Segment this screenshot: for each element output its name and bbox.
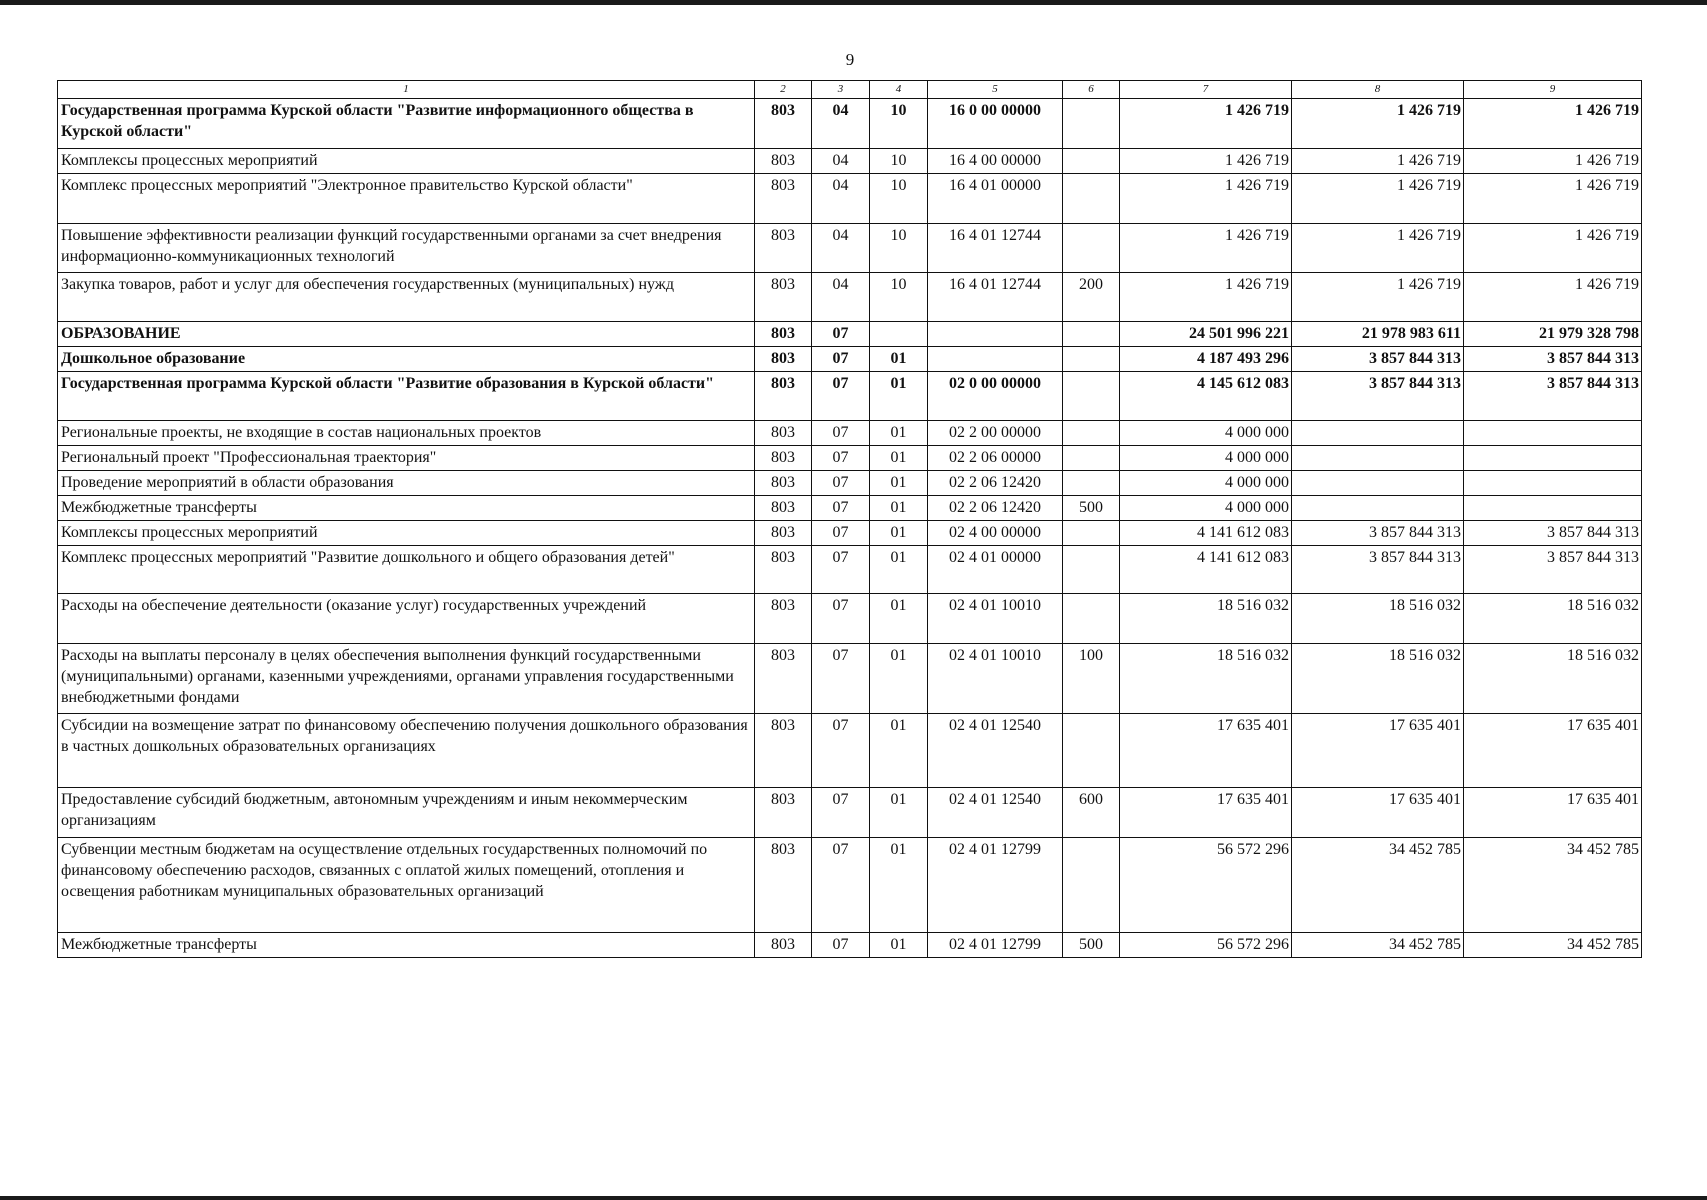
cell-section-code: 07: [812, 788, 870, 838]
cell-subsection-code: 01: [870, 421, 928, 446]
cell-expense-type: [1063, 99, 1120, 149]
cell-name: Межбюджетные трансферты: [58, 496, 755, 521]
table-row: [58, 99, 1642, 149]
cell-section-code: 07: [812, 594, 870, 644]
cell-target-article: 16 4 01 12744: [928, 224, 1063, 273]
table-row: [58, 933, 1642, 958]
cell-amount-col7: 1 426 719: [1120, 273, 1292, 322]
cell-ministry-code: 803: [755, 224, 812, 273]
cell-expense-type: [1063, 149, 1120, 174]
cell-section-code: 07: [812, 347, 870, 372]
column-header: 8: [1292, 81, 1464, 99]
cell-ministry-code: 803: [755, 496, 812, 521]
table-row: [58, 372, 1642, 421]
cell-section-code: 07: [812, 372, 870, 421]
cell-amount-col7: 4 187 493 296: [1120, 347, 1292, 372]
cell-target-article: 16 4 00 00000: [928, 149, 1063, 174]
cell-section-code: 07: [812, 644, 870, 714]
cell-amount-col7: 1 426 719: [1120, 99, 1292, 149]
cell-subsection-code: 01: [870, 933, 928, 958]
cell-amount-col7: 4 141 612 083: [1120, 521, 1292, 546]
cell-amount-col7: 1 426 719: [1120, 149, 1292, 174]
cell-name: Комплексы процессных мероприятий: [58, 521, 755, 546]
cell-amount-col9: 17 635 401: [1464, 714, 1642, 788]
cell-amount-col8: 34 452 785: [1292, 838, 1464, 933]
cell-amount-col8: 18 516 032: [1292, 594, 1464, 644]
cell-amount-col7: 4 000 000: [1120, 496, 1292, 521]
cell-name: Межбюджетные трансферты: [58, 933, 755, 958]
cell-expense-type: 500: [1063, 933, 1120, 958]
cell-amount-col9: 17 635 401: [1464, 788, 1642, 838]
cell-section-code: 07: [812, 546, 870, 594]
cell-amount-col8: 3 857 844 313: [1292, 546, 1464, 594]
cell-section-code: 07: [812, 471, 870, 496]
scan-border-bottom: [0, 1196, 1707, 1200]
table-row: [58, 322, 1642, 347]
cell-amount-col9: [1464, 446, 1642, 471]
cell-subsection-code: 10: [870, 149, 928, 174]
cell-amount-col8: [1292, 421, 1464, 446]
cell-subsection-code: 01: [870, 788, 928, 838]
cell-target-article: 02 4 01 12799: [928, 838, 1063, 933]
cell-expense-type: 200: [1063, 273, 1120, 322]
cell-amount-col9: 3 857 844 313: [1464, 372, 1642, 421]
cell-ministry-code: 803: [755, 421, 812, 446]
cell-name: Комплекс процессных мероприятий "Электронное правительство Курской области": [58, 174, 755, 224]
cell-amount-col8: 17 635 401: [1292, 714, 1464, 788]
cell-section-code: 07: [812, 322, 870, 347]
cell-name: Расходы на обеспечение деятельности (оказание услуг) государственных учреждений: [58, 594, 755, 644]
cell-amount-col8: [1292, 471, 1464, 496]
cell-amount-col7: 1 426 719: [1120, 174, 1292, 224]
cell-target-article: 02 4 01 12540: [928, 788, 1063, 838]
cell-amount-col9: 3 857 844 313: [1464, 347, 1642, 372]
column-header: 5: [928, 81, 1063, 99]
cell-section-code: 07: [812, 933, 870, 958]
cell-expense-type: [1063, 446, 1120, 471]
cell-target-article: 16 4 01 00000: [928, 174, 1063, 224]
cell-amount-col8: 3 857 844 313: [1292, 521, 1464, 546]
cell-target-article: 02 0 00 00000: [928, 372, 1063, 421]
table-row: [58, 149, 1642, 174]
cell-expense-type: 100: [1063, 644, 1120, 714]
cell-name: Региональный проект "Профессиональная траектория": [58, 446, 755, 471]
column-header: 9: [1464, 81, 1642, 99]
cell-ministry-code: 803: [755, 933, 812, 958]
cell-section-code: 07: [812, 838, 870, 933]
cell-expense-type: [1063, 521, 1120, 546]
cell-name: Региональные проекты, не входящие в состав национальных проектов: [58, 421, 755, 446]
cell-subsection-code: [870, 322, 928, 347]
cell-target-article: 02 4 00 00000: [928, 521, 1063, 546]
column-header: 2: [755, 81, 812, 99]
cell-amount-col7: 1 426 719: [1120, 224, 1292, 273]
cell-subsection-code: 10: [870, 224, 928, 273]
cell-name: Предоставление субсидий бюджетным, автономным учреждениям и иным некоммерческим организациям: [58, 788, 755, 838]
cell-amount-col9: 1 426 719: [1464, 174, 1642, 224]
cell-amount-col8: [1292, 496, 1464, 521]
cell-target-article: 02 4 01 10010: [928, 594, 1063, 644]
cell-amount-col8: 1 426 719: [1292, 224, 1464, 273]
table-row: [58, 273, 1642, 322]
cell-expense-type: 500: [1063, 496, 1120, 521]
cell-amount-col7: 24 501 996 221: [1120, 322, 1292, 347]
cell-ministry-code: 803: [755, 471, 812, 496]
cell-name: Расходы на выплаты персоналу в целях обеспечения выполнения функций государственными (муниципальными) органами, казенными учреждениями, органами управления государственными внебюджетными фондами: [58, 644, 755, 714]
cell-section-code: 07: [812, 496, 870, 521]
cell-subsection-code: 01: [870, 521, 928, 546]
cell-target-article: 02 2 06 12420: [928, 471, 1063, 496]
cell-amount-col7: 4 000 000: [1120, 446, 1292, 471]
table-row: [58, 714, 1642, 788]
cell-amount-col8: 34 452 785: [1292, 933, 1464, 958]
cell-name: Субвенции местным бюджетам на осуществление отдельных государственных полномочий по финансовому обеспечению расходов, связанных с оплатой жилых помещений, отопления и освещения работникам муниципальных образовательных организаций: [58, 838, 755, 933]
table-row: [58, 644, 1642, 714]
cell-amount-col8: 17 635 401: [1292, 788, 1464, 838]
cell-expense-type: [1063, 347, 1120, 372]
cell-amount-col9: 3 857 844 313: [1464, 546, 1642, 594]
cell-section-code: 04: [812, 174, 870, 224]
table-row: [58, 546, 1642, 594]
table-row: [58, 347, 1642, 372]
cell-amount-col7: 4 000 000: [1120, 471, 1292, 496]
cell-ministry-code: 803: [755, 546, 812, 594]
cell-target-article: [928, 322, 1063, 347]
budget-table: [57, 80, 1642, 958]
cell-expense-type: [1063, 714, 1120, 788]
cell-target-article: 02 2 06 00000: [928, 446, 1063, 471]
cell-ministry-code: 803: [755, 99, 812, 149]
cell-section-code: 07: [812, 521, 870, 546]
cell-ministry-code: 803: [755, 372, 812, 421]
cell-amount-col9: 1 426 719: [1464, 99, 1642, 149]
cell-amount-col7: 18 516 032: [1120, 594, 1292, 644]
cell-subsection-code: 01: [870, 838, 928, 933]
cell-ministry-code: 803: [755, 644, 812, 714]
cell-amount-col9: [1464, 496, 1642, 521]
cell-target-article: 02 2 06 12420: [928, 496, 1063, 521]
cell-ministry-code: 803: [755, 273, 812, 322]
cell-amount-col9: 1 426 719: [1464, 149, 1642, 174]
cell-subsection-code: 01: [870, 594, 928, 644]
table-body: [58, 81, 1642, 958]
cell-ministry-code: 803: [755, 149, 812, 174]
cell-amount-col7: 18 516 032: [1120, 644, 1292, 714]
cell-expense-type: [1063, 838, 1120, 933]
cell-amount-col8: 3 857 844 313: [1292, 347, 1464, 372]
cell-amount-col9: [1464, 421, 1642, 446]
cell-target-article: 02 4 01 00000: [928, 546, 1063, 594]
cell-amount-col7: 56 572 296: [1120, 838, 1292, 933]
cell-amount-col9: 18 516 032: [1464, 644, 1642, 714]
cell-ministry-code: 803: [755, 322, 812, 347]
cell-amount-col7: 56 572 296: [1120, 933, 1292, 958]
cell-section-code: 04: [812, 149, 870, 174]
cell-amount-col8: 1 426 719: [1292, 99, 1464, 149]
cell-subsection-code: 01: [870, 546, 928, 594]
cell-ministry-code: 803: [755, 446, 812, 471]
cell-name: ОБРАЗОВАНИЕ: [58, 322, 755, 347]
cell-expense-type: [1063, 174, 1120, 224]
table-row: [58, 174, 1642, 224]
cell-amount-col7: 4 141 612 083: [1120, 546, 1292, 594]
cell-ministry-code: 803: [755, 838, 812, 933]
cell-target-article: 02 2 00 00000: [928, 421, 1063, 446]
cell-name: Закупка товаров, работ и услуг для обеспечения государственных (муниципальных) нужд: [58, 273, 755, 322]
cell-target-article: 16 0 00 00000: [928, 99, 1063, 149]
cell-subsection-code: 10: [870, 99, 928, 149]
cell-amount-col7: 4 145 612 083: [1120, 372, 1292, 421]
cell-section-code: 04: [812, 224, 870, 273]
cell-amount-col9: 1 426 719: [1464, 224, 1642, 273]
cell-ministry-code: 803: [755, 788, 812, 838]
cell-expense-type: [1063, 471, 1120, 496]
cell-subsection-code: 01: [870, 644, 928, 714]
cell-ministry-code: 803: [755, 594, 812, 644]
column-header: 4: [870, 81, 928, 99]
table-row: [58, 838, 1642, 933]
table-row: [58, 421, 1642, 446]
cell-subsection-code: 10: [870, 273, 928, 322]
cell-target-article: [928, 347, 1063, 372]
cell-name: Повышение эффективности реализации функций государственными органами за счет внедрения информационно-коммуникационных технологий: [58, 224, 755, 273]
cell-amount-col8: [1292, 446, 1464, 471]
cell-amount-col9: 18 516 032: [1464, 594, 1642, 644]
cell-ministry-code: 803: [755, 174, 812, 224]
cell-amount-col8: 1 426 719: [1292, 273, 1464, 322]
cell-expense-type: 600: [1063, 788, 1120, 838]
cell-amount-col9: 34 452 785: [1464, 838, 1642, 933]
cell-subsection-code: 01: [870, 471, 928, 496]
table-row: [58, 446, 1642, 471]
cell-expense-type: [1063, 322, 1120, 347]
cell-target-article: 16 4 01 12744: [928, 273, 1063, 322]
cell-name: Государственная программа Курской области "Развитие образования в Курской области": [58, 372, 755, 421]
cell-amount-col8: 21 978 983 611: [1292, 322, 1464, 347]
table-header-row: [58, 81, 1642, 99]
table-row: [58, 594, 1642, 644]
cell-section-code: 07: [812, 446, 870, 471]
cell-amount-col9: 34 452 785: [1464, 933, 1642, 958]
cell-name: Субсидии на возмещение затрат по финансовому обеспечению получения дошкольного образования в частных дошкольных образовательных организациях: [58, 714, 755, 788]
column-header: 7: [1120, 81, 1292, 99]
cell-subsection-code: 01: [870, 714, 928, 788]
cell-name: Комплекс процессных мероприятий "Развитие дошкольного и общего образования детей": [58, 546, 755, 594]
table-row: [58, 788, 1642, 838]
cell-section-code: 04: [812, 273, 870, 322]
cell-amount-col8: 3 857 844 313: [1292, 372, 1464, 421]
cell-ministry-code: 803: [755, 347, 812, 372]
cell-subsection-code: 01: [870, 496, 928, 521]
cell-amount-col7: 17 635 401: [1120, 714, 1292, 788]
cell-name: Комплексы процессных мероприятий: [58, 149, 755, 174]
cell-section-code: 07: [812, 421, 870, 446]
cell-subsection-code: 01: [870, 347, 928, 372]
cell-target-article: 02 4 01 12799: [928, 933, 1063, 958]
cell-amount-col8: 18 516 032: [1292, 644, 1464, 714]
cell-expense-type: [1063, 224, 1120, 273]
table-row: [58, 496, 1642, 521]
cell-name: Государственная программа Курской области "Развитие информационного общества в Курской области": [58, 99, 755, 149]
column-header: 6: [1063, 81, 1120, 99]
cell-subsection-code: 10: [870, 174, 928, 224]
cell-section-code: 07: [812, 714, 870, 788]
cell-amount-col9: 21 979 328 798: [1464, 322, 1642, 347]
cell-expense-type: [1063, 421, 1120, 446]
cell-expense-type: [1063, 372, 1120, 421]
table-row: [58, 521, 1642, 546]
column-header: 1: [58, 81, 755, 99]
table-row: [58, 471, 1642, 496]
cell-target-article: 02 4 01 10010: [928, 644, 1063, 714]
scan-border-top: [0, 0, 1707, 5]
cell-section-code: 04: [812, 99, 870, 149]
cell-ministry-code: 803: [755, 521, 812, 546]
cell-target-article: 02 4 01 12540: [928, 714, 1063, 788]
cell-expense-type: [1063, 546, 1120, 594]
cell-ministry-code: 803: [755, 714, 812, 788]
cell-amount-col8: 1 426 719: [1292, 174, 1464, 224]
cell-name: Проведение мероприятий в области образования: [58, 471, 755, 496]
cell-subsection-code: 01: [870, 372, 928, 421]
cell-amount-col7: 17 635 401: [1120, 788, 1292, 838]
cell-amount-col9: 1 426 719: [1464, 273, 1642, 322]
table-row: [58, 224, 1642, 273]
column-header: 3: [812, 81, 870, 99]
cell-expense-type: [1063, 594, 1120, 644]
cell-name: Дошкольное образование: [58, 347, 755, 372]
cell-amount-col7: 4 000 000: [1120, 421, 1292, 446]
cell-subsection-code: 01: [870, 446, 928, 471]
cell-amount-col9: [1464, 471, 1642, 496]
page-number: 9: [845, 50, 855, 69]
cell-amount-col9: 3 857 844 313: [1464, 521, 1642, 546]
cell-amount-col8: 1 426 719: [1292, 149, 1464, 174]
